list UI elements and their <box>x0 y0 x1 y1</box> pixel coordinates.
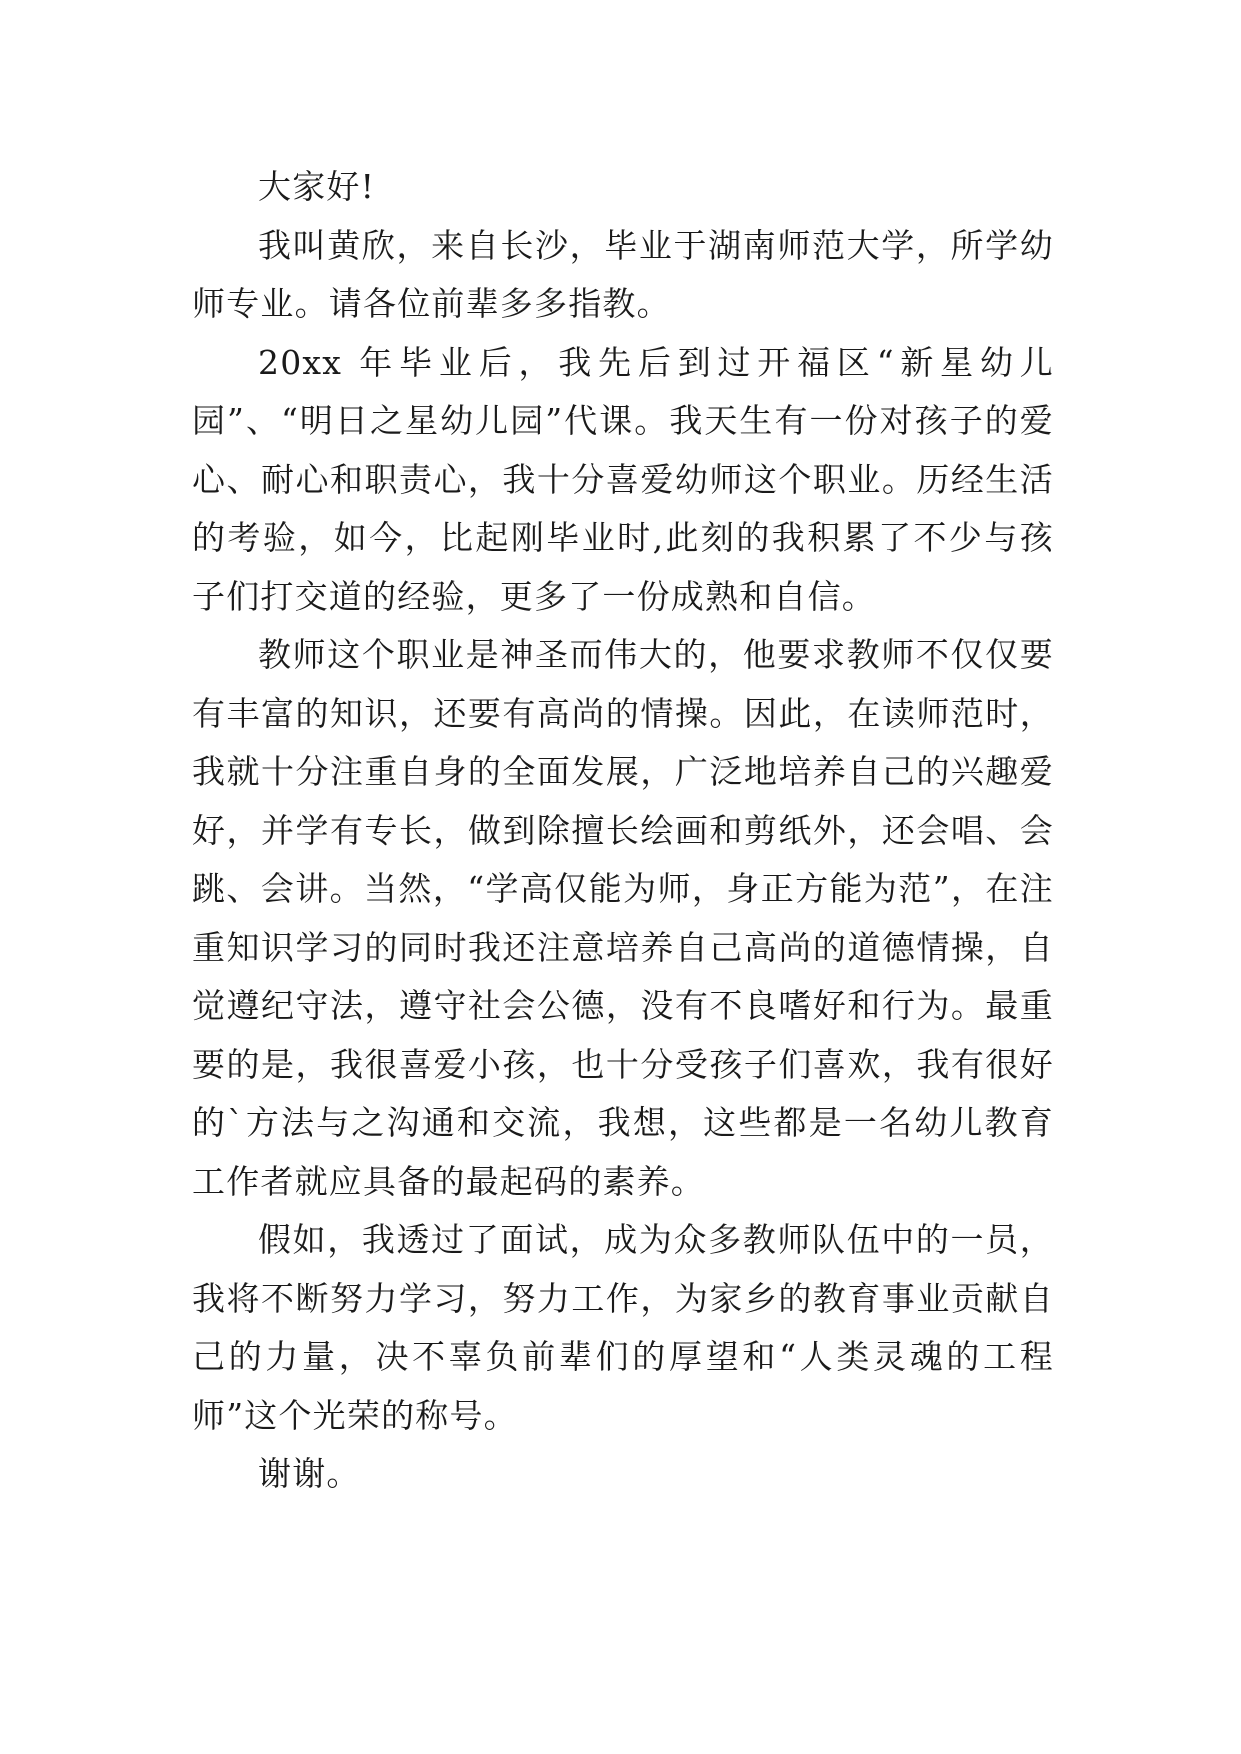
experience-paragraph: 20xx 年毕业后，我先后到过开福区“新星幼儿园”、“明日之星幼儿园”代课。我天生有一份对孩子的爱心、耐心和职责心，我十分喜爱幼师这个职业。历经生活的考验，如今，比起刚毕业时,此刻的我积累了不少与孩子们打交道的经验，更多了一份成熟和自信。 <box>192 342 1054 616</box>
document-body <box>192 158 1054 1504</box>
introduction-paragraph: 我叫黄欣，来自长沙，毕业于湖南师范大学，所学幼师专业。请各位前辈多多指教。 <box>192 225 1054 323</box>
greeting-paragraph: 大家好! <box>258 167 376 206</box>
commitment-paragraph: 假如，我透过了面试，成为众多教师队伍中的一员，我将不断努力学习，努力工作，为家乡的教育事业贡献自己的力量，决不辜负前辈们的厚望和“人类灵魂的工程师”这个光荣的称号。 <box>192 1220 1054 1435</box>
closing-paragraph: 谢谢。 <box>258 1454 361 1493</box>
qualities-paragraph: 教师这个职业是神圣而伟大的，他要求教师不仅仅要有丰富的知识，还要有高尚的情操。因此，在读师范时，我就十分注重自身的全面发展，广泛地培养自己的兴趣爱好，并学有专长，做到除擅长绘画和剪纸外，还会唱、会跳、会讲。当然，“学高仅能为师，身正方能为范”，在注重知识学习的同时我还注意培养自己高尚的道德情操，自觉遵纪守法，遵守社会公德，没有不良嗜好和行为。最重要的是，我很喜爱小孩，也十分受孩子们喜欢，我有很好的`方法与之沟通和交流，我想，这些都是一名幼儿教育工作者就应具备的最起码的素养。 <box>192 635 1054 1201</box>
